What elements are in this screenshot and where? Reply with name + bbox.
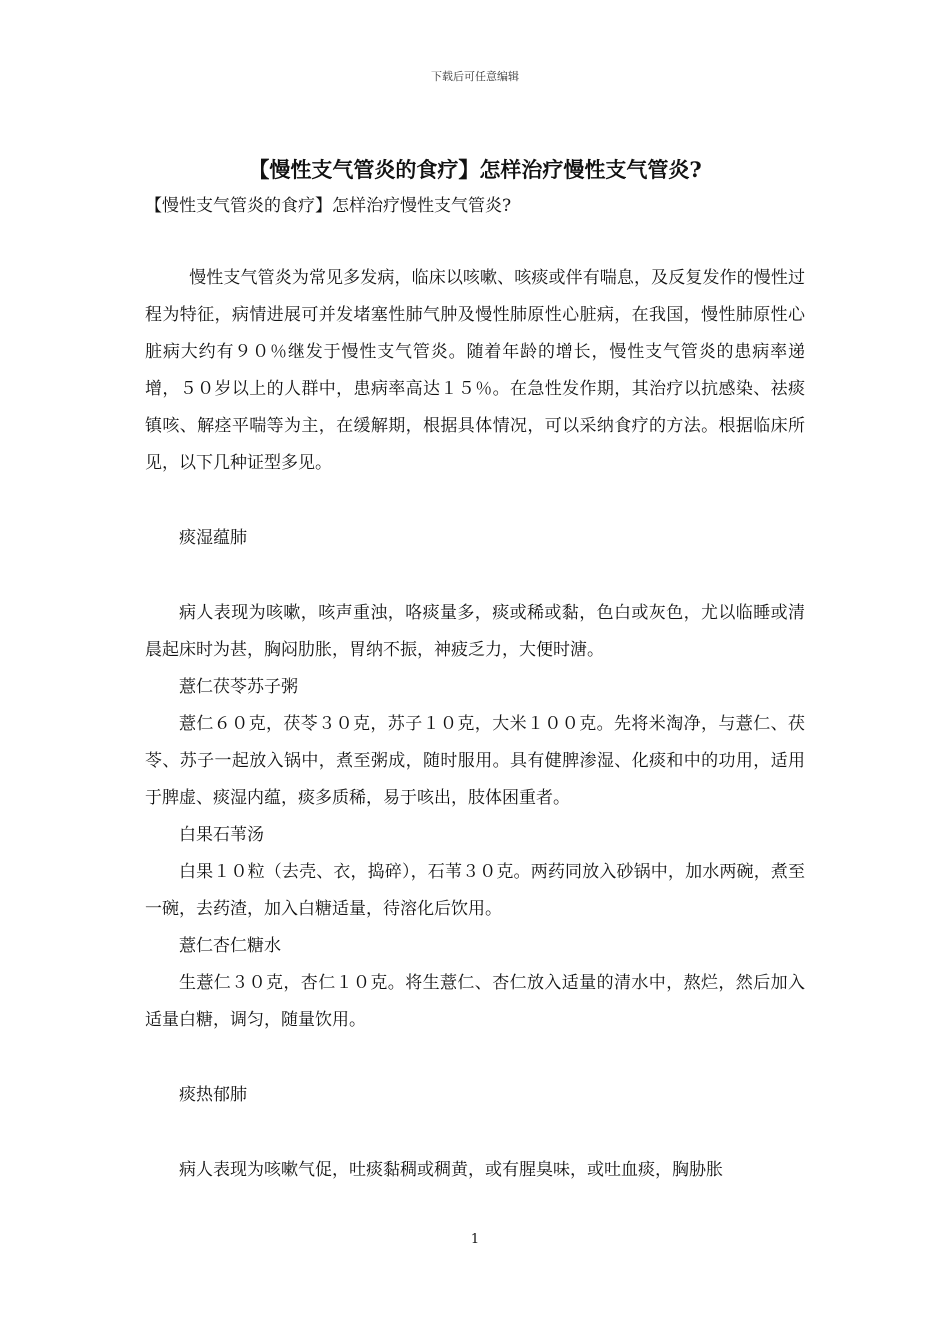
recipe-text: 薏仁６０克，茯苓３０克，苏子１０克，大米１００克。先将米淘净，与薏仁、茯苓、苏子一起放入锅中，煮至粥成，随时服用。具有健脾渗湿、化痰和中的功用，适用于脾虚、痰湿内蕴，痰多质稀，易于咳出，肢体困重者。 — [145, 714, 805, 808]
document-body — [145, 150, 805, 1189]
recipe-text: 生薏仁３０克，杏仁１０克。将生薏仁、杏仁放入适量的清水中，熬烂，然后加入适量白糖，调匀，随量饮用。 — [145, 973, 805, 1030]
document-title: 【慢性支气管炎的食疗】怎样治疗慢性支气管炎? — [248, 157, 702, 182]
section-heading-tanshi: 痰湿蕴肺 — [179, 528, 247, 548]
document-subtitle: 【慢性支气管炎的食疗】怎样治疗慢性支气管炎? — [145, 196, 512, 216]
intro-paragraph: 慢性支气管炎为常见多发病，临床以咳嗽、咳痰或伴有喘息，及反复发作的慢性过程为特征，病情进展可并发堵塞性肺气肿及慢性肺原性心脏病，在我国，慢性肺原性心脏病大约有９０％继发于慢性支气管炎。随着年龄的增长，慢性支气管炎的患病率递增，５０岁以上的人群中，患病率高达１５％。在急性发作期，其治疗以抗感染、祛痰镇咳、解痉平喘等为主，在缓解期，根据具体情况，可以采纳食疗的方法。根据临床所见，以下几种证型多见。 — [145, 268, 805, 473]
page-number: 1 — [470, 1232, 480, 1247]
section-symptoms: 病人表现为咳嗽，咳声重浊，咯痰量多，痰或稀或黏，色白或灰色，尤以临睡或清晨起床时为甚，胸闷肋胀，胃纳不振，神疲乏力，大便时溏。 — [145, 603, 805, 660]
recipe-name: 白果石苇汤 — [179, 825, 264, 845]
header-note: 下载后可任意编辑 — [431, 70, 519, 83]
section-heading-tanre: 痰热郁肺 — [179, 1085, 247, 1105]
recipe-text: 白果１０粒（去壳、衣，捣碎），石苇３０克。两药同放入砂锅中，加水两碗，煮至一碗，去药渣，加入白糖适量，待溶化后饮用。 — [145, 862, 805, 919]
recipe-name: 薏仁茯苓苏子粥 — [179, 677, 298, 697]
section-symptoms: 病人表现为咳嗽气促，吐痰黏稠或稠黄，或有腥臭味，或吐血痰，胸胁胀 — [179, 1160, 723, 1180]
recipe-name: 薏仁杏仁糖水 — [179, 936, 281, 956]
